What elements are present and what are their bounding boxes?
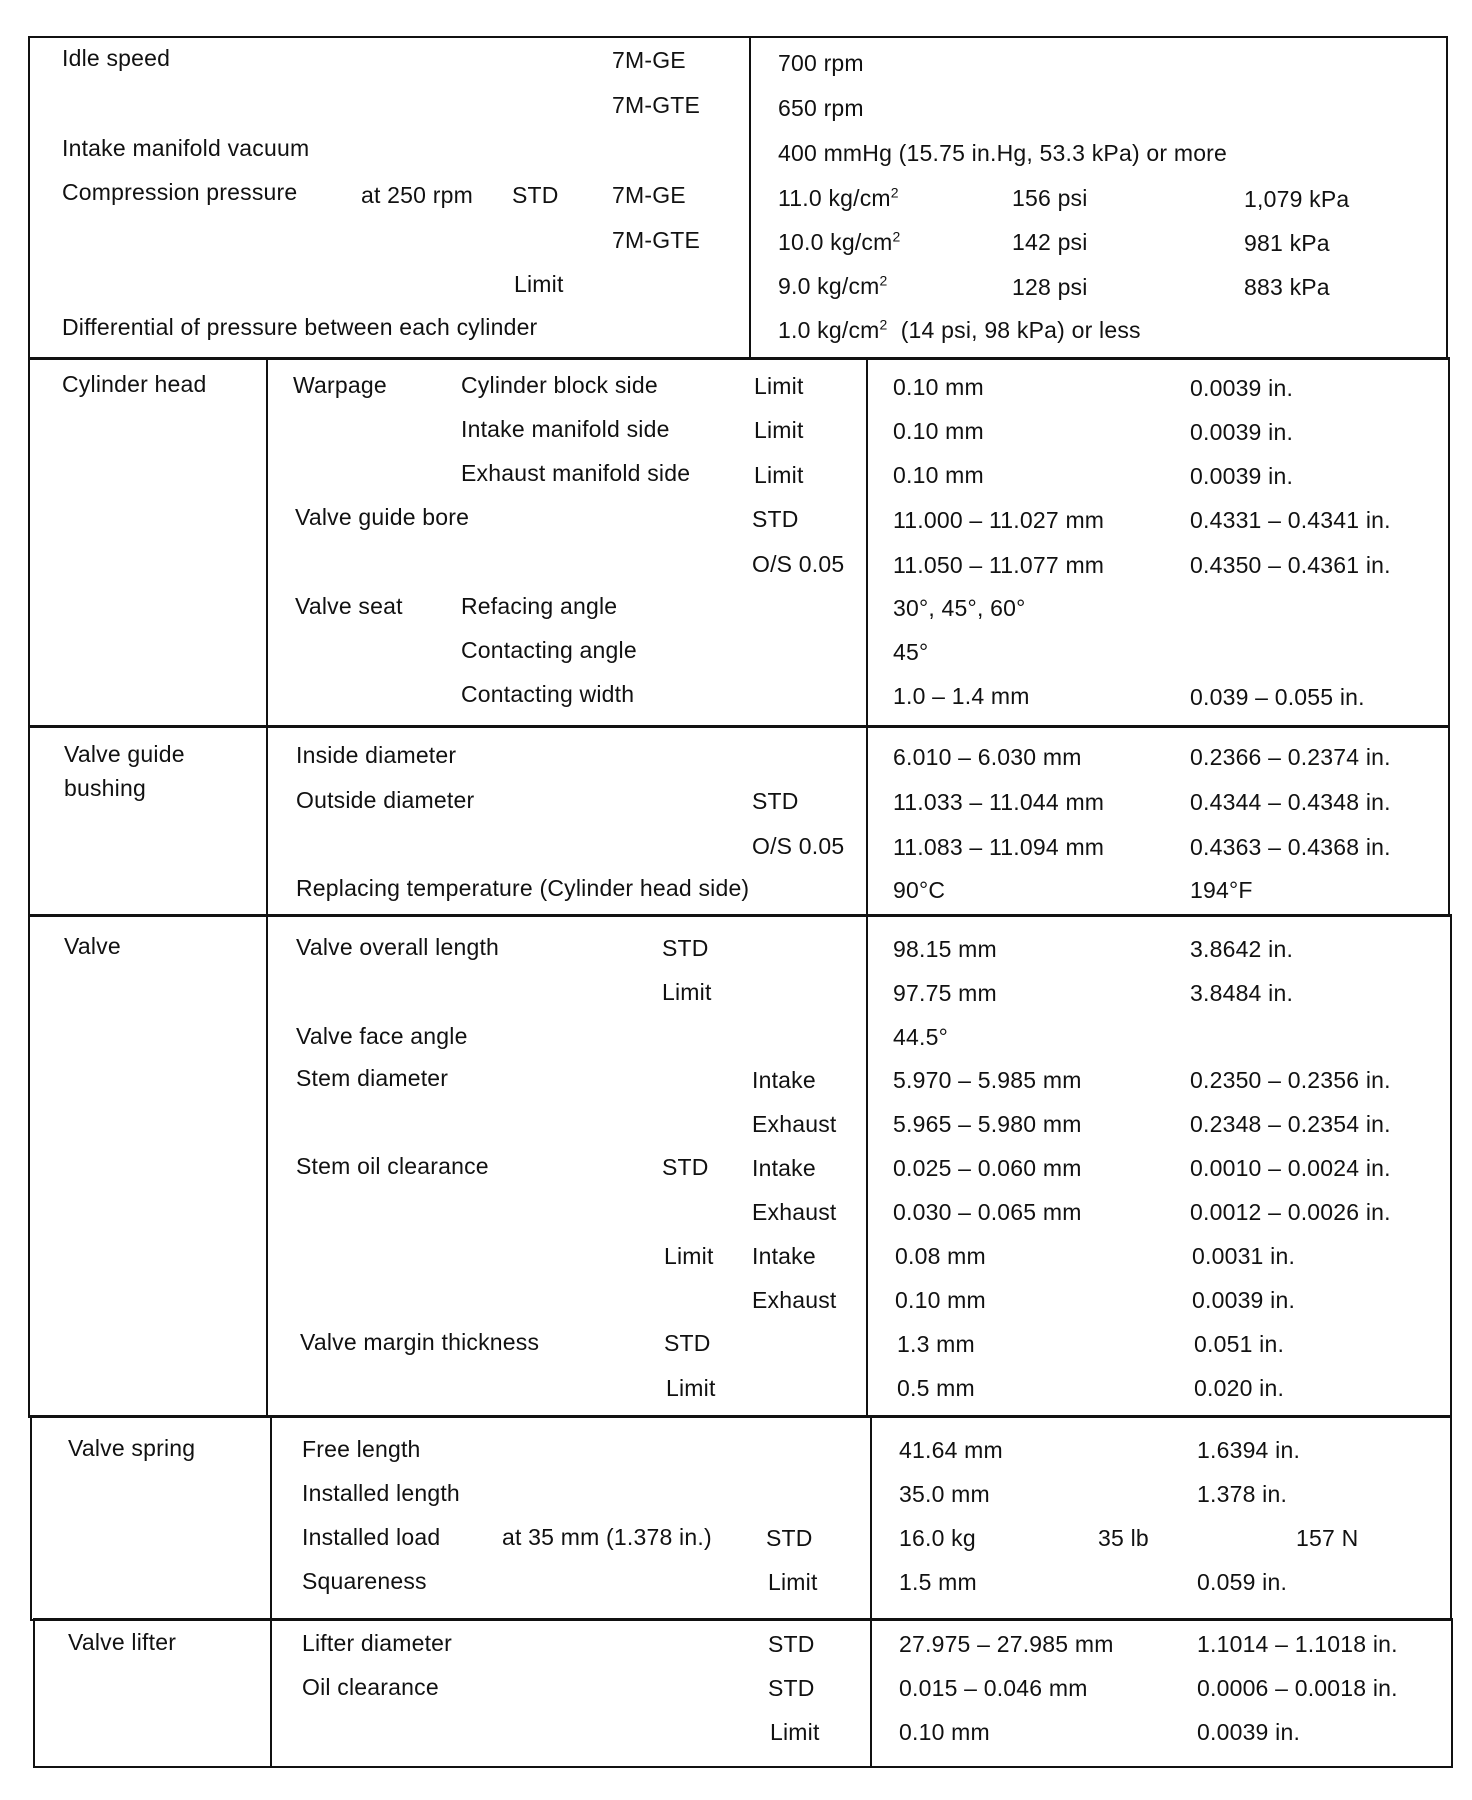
section-title: Valve spring xyxy=(68,1435,196,1461)
value-mm: 97.75 mm xyxy=(893,980,997,1006)
value-in: 0.0039 in. xyxy=(1190,419,1294,445)
value-mm: 0.10 mm xyxy=(895,1287,986,1313)
value-mm: 0.10 mm xyxy=(899,1719,990,1745)
spec-item: Free length xyxy=(302,1436,421,1462)
vacuum-value: 400 mmHg (15.75 in.Hg, 53.3 kPa) or more xyxy=(778,140,1228,166)
value-mm: 11.083 – 11.094 mm xyxy=(893,834,1105,860)
qualifier: Limit xyxy=(754,417,804,443)
value-mm: 5.970 – 5.985 mm xyxy=(893,1067,1082,1093)
qualifier: Limit xyxy=(754,373,804,399)
value-in: 0.0039 in. xyxy=(1197,1719,1301,1745)
value-mm: 0.10 mm xyxy=(893,462,984,488)
spec-item: Valve face angle xyxy=(296,1023,468,1049)
section-title: Valve xyxy=(64,933,121,959)
qualifier: STD xyxy=(768,1675,815,1701)
engine-label: 7M-GE xyxy=(612,47,686,73)
value-mm: 41.64 mm xyxy=(899,1437,1003,1463)
value-n: 157 N xyxy=(1296,1525,1359,1551)
qualifier: Exhaust xyxy=(752,1111,837,1137)
spec-item: Valve overall length xyxy=(296,934,500,960)
compression-psi: 156 psi xyxy=(1012,185,1088,211)
compression-psi: 142 psi xyxy=(1012,229,1088,255)
value-in: 0.020 in. xyxy=(1194,1375,1285,1401)
value-mm: 35.0 mm xyxy=(899,1481,990,1507)
value-mm: 0.10 mm xyxy=(893,374,984,400)
compression-kpa: 981 kPa xyxy=(1244,230,1330,256)
qualifier: O/S 0.05 xyxy=(752,551,845,577)
qualifier: STD xyxy=(752,788,799,814)
compression-kg: 11.0 $kg/cm^2$ xyxy=(778,184,899,211)
value-mm: 1.5 mm xyxy=(899,1569,977,1595)
value-mm: 0.5 mm xyxy=(897,1375,975,1401)
qualifier: Limit xyxy=(770,1719,820,1745)
compression-kpa: 1,079 kPa xyxy=(1244,186,1350,212)
qualifier: STD xyxy=(662,1154,709,1180)
section-title: Valve guide xyxy=(64,741,185,767)
value-mm: 0.08 mm xyxy=(895,1243,986,1269)
value-mm: 0.030 – 0.065 mm xyxy=(893,1199,1082,1225)
value-mm: 6.010 – 6.030 mm xyxy=(893,744,1082,770)
spec-item: Contacting width xyxy=(461,681,635,707)
section-title: Cylinder head xyxy=(62,371,207,397)
qualifier: STD xyxy=(752,506,799,532)
compression-kg: 9.0 $kg/cm^2$ xyxy=(778,272,888,299)
spec-item: Refacing angle xyxy=(461,593,618,619)
value-mm: 0.10 mm xyxy=(893,418,984,444)
label-column-divider xyxy=(270,1415,272,1768)
value-mm: 11.050 – 11.077 mm xyxy=(893,552,1105,578)
value-in: 0.0039 in. xyxy=(1192,1287,1296,1313)
label-column-divider xyxy=(266,357,268,1417)
value-in: 0.2366 – 0.2374 in. xyxy=(1190,744,1391,770)
value-lb: 35 lb xyxy=(1098,1525,1149,1551)
value-in: 0.059 in. xyxy=(1197,1569,1288,1595)
qualifier: STD xyxy=(664,1330,711,1356)
value-mm: 1.3 mm xyxy=(897,1331,975,1357)
spec-item: Valve seat xyxy=(295,593,403,619)
qualifier: Intake xyxy=(752,1155,816,1181)
value-in: 0.4331 – 0.4341 in. xyxy=(1190,507,1391,533)
value-in: 1.6394 in. xyxy=(1197,1437,1301,1463)
value-in: 3.8484 in. xyxy=(1190,980,1294,1006)
value-in: 0.4344 – 0.4348 in. xyxy=(1190,789,1391,815)
spec-item: Contacting angle xyxy=(461,637,637,663)
spec-item: Inside diameter xyxy=(296,742,457,768)
spec-item: Installed load xyxy=(302,1524,441,1550)
qualifier: Limit xyxy=(754,462,804,488)
value-in: 1.1014 – 1.1018 in. xyxy=(1197,1631,1398,1657)
compression-std: STD xyxy=(512,182,559,208)
value-in: 0.4350 – 0.4361 in. xyxy=(1190,552,1391,578)
qualifier: Intake xyxy=(752,1243,816,1269)
limit-label: Limit xyxy=(514,271,564,297)
qualifier: Limit xyxy=(768,1569,818,1595)
value-column-divider xyxy=(870,1415,872,1768)
section-title: Valve lifter xyxy=(68,1629,177,1655)
value-in: 0.0006 – 0.0018 in. xyxy=(1197,1675,1398,1701)
value-in: 0.0010 – 0.0024 in. xyxy=(1190,1155,1391,1181)
value-temp-f: 194°F xyxy=(1190,877,1253,903)
value-mm: 5.965 – 5.980 mm xyxy=(893,1111,1082,1137)
value-in: 0.4363 – 0.4368 in. xyxy=(1190,834,1391,860)
spec-item: Oil clearance xyxy=(302,1674,439,1700)
value-mm: 1.0 – 1.4 mm xyxy=(893,683,1030,709)
idle-speed-value: 650 rpm xyxy=(778,95,864,121)
value-in: 0.0031 in. xyxy=(1192,1243,1296,1269)
qualifier: STD xyxy=(768,1631,815,1657)
spec-item: Valve guide bore xyxy=(295,504,470,530)
value-angle: 45° xyxy=(893,639,929,665)
differential-value: 1.0 $kg/cm^2$ (14 psi, 98 kPa) or less xyxy=(778,316,1141,343)
value-kg: 16.0 kg xyxy=(899,1525,976,1551)
engine-label: 7M-GTE xyxy=(612,227,701,253)
value-angle: 30°, 45°, 60° xyxy=(893,595,1026,621)
warpage-label: Warpage xyxy=(293,372,387,398)
spec-item: Replacing temperature (Cylinder head side) xyxy=(296,875,750,901)
idle-speed-value: 700 rpm xyxy=(778,50,864,76)
compression-rpm: at 250 rpm xyxy=(361,182,473,208)
spec-item: Installed length xyxy=(302,1480,460,1506)
compression-kpa: 883 kPa xyxy=(1244,274,1330,300)
differential-label: Differential of pressure between each cylinder xyxy=(62,314,538,340)
value-angle: 44.5° xyxy=(893,1024,948,1050)
value-in: 1.378 in. xyxy=(1197,1481,1288,1507)
spec-item: Intake manifold side xyxy=(461,416,670,442)
value-mm: 11.033 – 11.044 mm xyxy=(893,789,1105,815)
value-in: 0.0012 – 0.0026 in. xyxy=(1190,1199,1391,1225)
vacuum-label: Intake manifold vacuum xyxy=(62,135,310,161)
qualifier: Limit xyxy=(662,979,712,1005)
spec-item: Stem oil clearance xyxy=(296,1153,489,1179)
value-in: 0.0039 in. xyxy=(1190,375,1294,401)
qualifier: O/S 0.05 xyxy=(752,833,845,859)
value-in: 0.2350 – 0.2356 in. xyxy=(1190,1067,1391,1093)
compression-kg: 10.0 $kg/cm^2$ xyxy=(778,228,901,255)
qualifier: Exhaust xyxy=(752,1199,837,1225)
qualifier: STD xyxy=(766,1525,813,1551)
compression-psi: 128 psi xyxy=(1012,274,1088,300)
qualifier: Limit xyxy=(664,1243,714,1269)
section-title: bushing xyxy=(64,775,146,801)
qualifier: Exhaust xyxy=(752,1287,837,1313)
spec-item: Valve margin thickness xyxy=(300,1329,540,1355)
value-in: 0.051 in. xyxy=(1194,1331,1285,1357)
value-mm: 0.015 – 0.046 mm xyxy=(899,1675,1088,1701)
load-condition: at 35 mm (1.378 in.) xyxy=(502,1524,712,1550)
engine-label: 7M-GTE xyxy=(612,92,701,118)
value-mm: 0.025 – 0.060 mm xyxy=(893,1155,1082,1181)
top-divider xyxy=(749,36,751,360)
idle-speed-label: Idle speed xyxy=(62,45,171,71)
value-in: 0.2348 – 0.2354 in. xyxy=(1190,1111,1391,1137)
value-mm: 27.975 – 27.985 mm xyxy=(899,1631,1114,1657)
value-mm: 11.000 – 11.027 mm xyxy=(893,507,1105,533)
qualifier: Limit xyxy=(666,1375,716,1401)
value-column-divider xyxy=(866,357,868,1417)
spec-item: Cylinder block side xyxy=(461,372,658,398)
compression-label: Compression pressure xyxy=(62,179,298,205)
spec-item: Squareness xyxy=(302,1568,427,1594)
engine-label: 7M-GE xyxy=(612,182,686,208)
value-in: 0.039 – 0.055 in. xyxy=(1190,684,1365,710)
qualifier: STD xyxy=(662,935,709,961)
value-mm: 98.15 mm xyxy=(893,936,997,962)
spec-item: Outside diameter xyxy=(296,787,475,813)
spec-item: Exhaust manifold side xyxy=(461,460,691,486)
value-in: 0.0039 in. xyxy=(1190,463,1294,489)
value-in: 3.8642 in. xyxy=(1190,936,1294,962)
cylinder-head-section xyxy=(28,357,1450,728)
qualifier: Intake xyxy=(752,1067,816,1093)
spec-item: Lifter diameter xyxy=(302,1630,453,1656)
spec-item: Stem diameter xyxy=(296,1065,449,1091)
value-temp-c: 90°C xyxy=(893,877,946,903)
